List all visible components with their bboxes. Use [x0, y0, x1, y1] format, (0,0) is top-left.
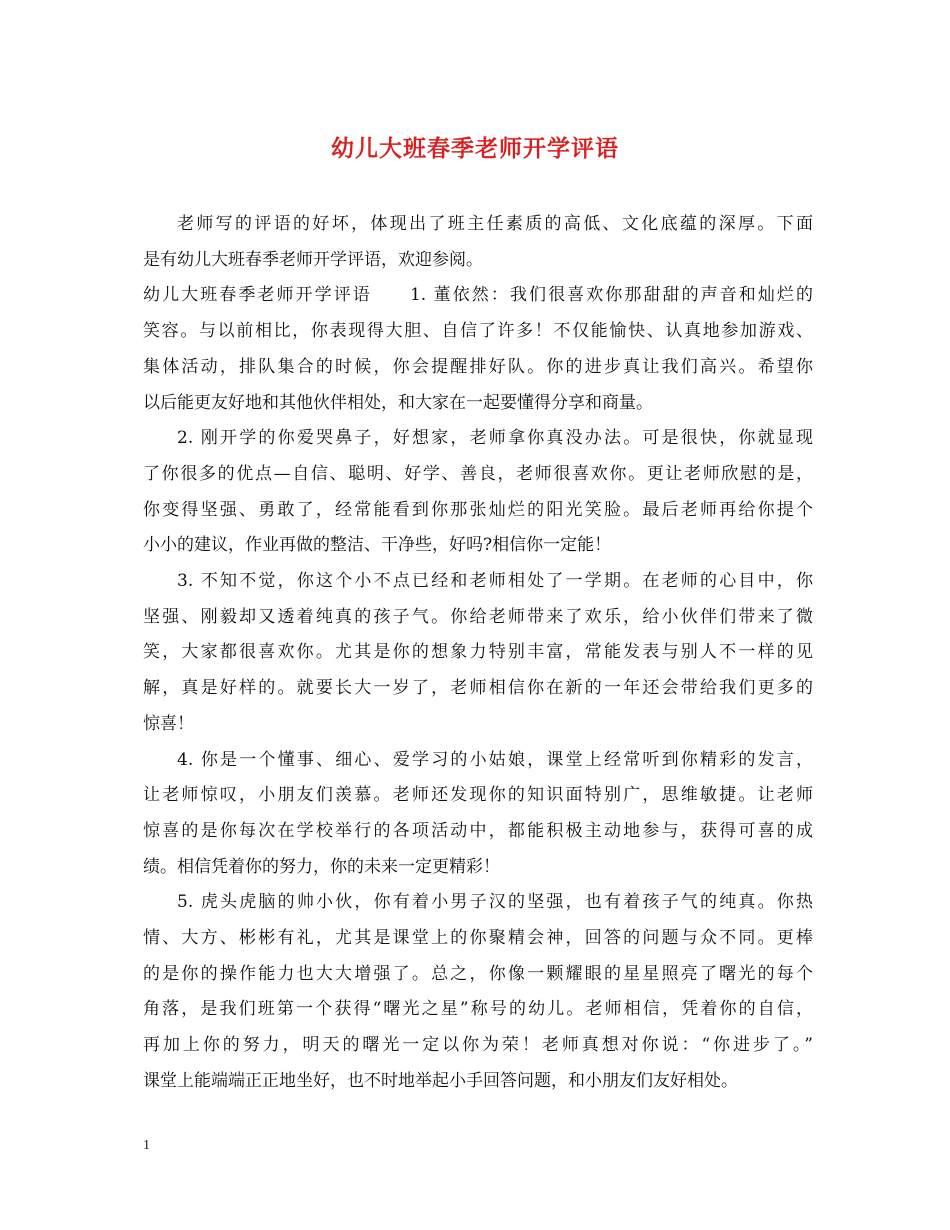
- paragraph-line: 角落，是我们班第一个获得“曙光之星”称号的幼儿。老师相信，凭着你的自信，: [143, 999, 813, 1020]
- paragraph-line: 惊喜！: [143, 713, 194, 734]
- paragraph-line: 4. 你是一个懂事、细心、爱学习的小姑娘，课堂上经常听到你精彩的发言，: [177, 749, 813, 770]
- paragraph: [143, 564, 813, 743]
- paragraph: [143, 743, 813, 886]
- paragraph-line: 集体活动，排队集合的时候，你会提醒排好队。你的进步真让我们高兴。希望你: [143, 356, 813, 377]
- paragraph-line: 情、大方、彬彬有礼，尤其是课堂上的你聚精会神，回答的问题与众不同。更棒: [143, 928, 813, 949]
- paragraph-line: 让老师惊叹，小朋友们羡慕。老师还发现你的知识面特别广，思维敏捷。让老师: [143, 785, 813, 806]
- paragraph-line: 5. 虎头虎脑的帅小伙，你有着小男子汉的坚强，也有着孩子气的纯真。你热: [177, 892, 813, 913]
- paragraph: [143, 278, 813, 421]
- paragraph-line: 2. 刚开学的你爱哭鼻子，好想家，老师拿你真没办法。可是很快，你就显现: [177, 428, 813, 449]
- paragraph-line: 了你很多的优点—自信、聪明、好学、善良，老师很喜欢你。更让老师欣慰的是，: [143, 463, 813, 484]
- paragraph-line: 老师写的评语的好坏，体现出了班主任素质的高低、文化底蕴的深厚。下面: [177, 214, 813, 234]
- paragraph-line: 再加上你的努力，明天的曙光一定以你为荣！老师真想对你说：“你进步了。”: [143, 1035, 813, 1056]
- paragraph-line: 是有幼儿大班春季老师开学评语，欢迎参阅。: [143, 249, 483, 270]
- paragraph-line: 小小的建议，作业再做的整洁、干净些，好吗?相信你一定能！: [143, 535, 612, 556]
- paragraph-line: 解，真是好样的。就要长大一岁了，老师相信你在新的一年还会带给我们更多的: [143, 678, 813, 699]
- page-title: 幼儿大班春季老师开学评语: [331, 136, 619, 162]
- paragraph-line: 以后能更友好地和其他伙伴相处，和大家在一起要懂得分享和商量。: [143, 392, 653, 413]
- paragraph-line: 笑，大家都很喜欢你。尤其是你的想象力特别丰富，常能发表与别人不一样的见: [143, 642, 813, 663]
- paragraph-line: 笑容。与以前相比，你表现得大胆、自信了许多！不仅能愉快、认真地参加游戏、: [143, 321, 813, 342]
- paragraph: [143, 885, 813, 1099]
- document-body: [143, 207, 813, 1100]
- paragraph-line: 你变得坚强、勇敢了，经常能看到你那张灿烂的阳光笑脸。最后老师再给你提个: [143, 499, 813, 520]
- paragraph-line: 惊喜的是你每次在学校举行的各项活动中，都能积极主动地参与，获得可喜的成: [143, 820, 813, 841]
- paragraph-line: 的是你的操作能力也大大增强了。总之，你像一颗耀眼的星星照亮了曙光的每个: [143, 963, 813, 984]
- paragraph: [143, 421, 813, 564]
- paragraph: [143, 207, 813, 278]
- paragraph-line: 课堂上能端端正正地坐好，也不时地举起小手回答问题，和小朋友们友好相处。: [143, 1070, 738, 1091]
- paragraph-line: 幼儿大班春季老师开学评语 1. 董依然：我们很喜欢你那甜甜的声音和灿烂的: [143, 285, 813, 306]
- paragraph-line: 坚强、刚毅却又透着纯真的孩子气。你给老师带来了欢乐，给小伙伴们带来了微: [143, 606, 813, 627]
- paragraph-line: 绩。相信凭着你的努力，你的未来一定更精彩！: [143, 856, 500, 877]
- page-number: 1: [143, 1138, 150, 1153]
- paragraph-line: 3. 不知不觉，你这个小不点已经和老师相处了一学期。在老师的心目中，你: [177, 571, 813, 592]
